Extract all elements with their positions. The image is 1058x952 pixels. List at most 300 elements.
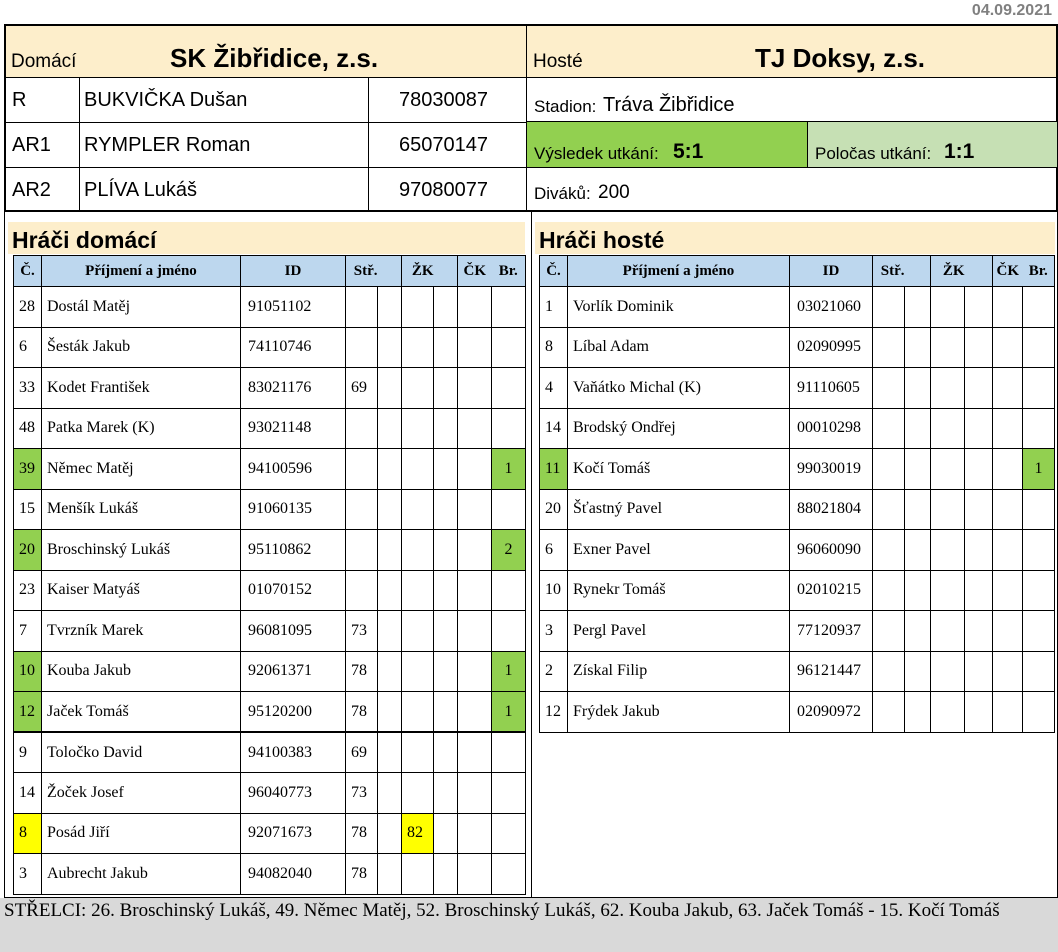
player-row bbox=[14, 651, 526, 692]
player-id: 96081095 bbox=[241, 611, 346, 652]
away-players-title: Hráči hosté bbox=[535, 222, 1055, 254]
player-id: 99030019 bbox=[790, 449, 873, 490]
yellow-card bbox=[402, 287, 434, 328]
yellow-card-extra bbox=[965, 368, 993, 409]
player-number: 20 bbox=[540, 489, 568, 530]
player-name: Šesták Jakub bbox=[42, 327, 241, 368]
official-id: 97080077 bbox=[399, 179, 488, 201]
player-number: 23 bbox=[14, 570, 42, 611]
goals bbox=[492, 368, 526, 409]
yellow-card bbox=[931, 530, 965, 571]
sub-minute bbox=[873, 651, 905, 692]
stadium-value: Tráva Žibřidice bbox=[603, 94, 735, 116]
sub-minute bbox=[346, 530, 378, 571]
yellow-card-extra bbox=[434, 368, 458, 409]
goals bbox=[492, 854, 526, 895]
red-card bbox=[993, 530, 1023, 571]
yellow-card bbox=[931, 408, 965, 449]
yellow-card-extra bbox=[434, 287, 458, 328]
player-number: 33 bbox=[14, 368, 42, 409]
player-id: 03021060 bbox=[790, 287, 873, 328]
player-id: 94100383 bbox=[241, 732, 346, 773]
sub-minute bbox=[873, 368, 905, 409]
player-id: 95110862 bbox=[241, 530, 346, 571]
sub-extra bbox=[378, 327, 402, 368]
red-card bbox=[993, 489, 1023, 530]
player-id: 91051102 bbox=[241, 287, 346, 328]
player-name: Dostál Matěj bbox=[42, 287, 241, 328]
yellow-card-extra bbox=[965, 489, 993, 530]
player-number: 6 bbox=[540, 530, 568, 571]
player-row bbox=[540, 692, 1055, 733]
yellow-card-extra bbox=[434, 692, 458, 733]
player-row bbox=[14, 368, 526, 409]
sub-minute: 69 bbox=[346, 732, 378, 773]
sub-minute: 78 bbox=[346, 692, 378, 733]
yellow-card bbox=[402, 773, 434, 814]
player-number: 9 bbox=[14, 732, 42, 773]
sub-extra bbox=[378, 732, 402, 773]
official-id: 78030087 bbox=[399, 89, 488, 111]
player-name: Patka Marek (K) bbox=[42, 408, 241, 449]
column-header bbox=[378, 256, 402, 287]
player-id: 94082040 bbox=[241, 854, 346, 895]
sub-extra bbox=[378, 408, 402, 449]
player-name: Získal Filip bbox=[568, 651, 790, 692]
table-header-row bbox=[14, 256, 526, 287]
yellow-card bbox=[931, 368, 965, 409]
player-id: 77120937 bbox=[790, 611, 873, 652]
sub-extra bbox=[378, 449, 402, 490]
red-card bbox=[458, 287, 492, 328]
yellow-card: 82 bbox=[402, 813, 434, 854]
yellow-card bbox=[402, 570, 434, 611]
player-name: Exner Pavel bbox=[568, 530, 790, 571]
red-card bbox=[458, 651, 492, 692]
red-card bbox=[458, 530, 492, 571]
yellow-card bbox=[402, 489, 434, 530]
player-number: 15 bbox=[14, 489, 42, 530]
red-card bbox=[993, 408, 1023, 449]
player-row bbox=[540, 449, 1055, 490]
player-name: Kouba Jakub bbox=[42, 651, 241, 692]
yellow-card-extra bbox=[434, 327, 458, 368]
yellow-card bbox=[402, 327, 434, 368]
player-row bbox=[14, 287, 526, 328]
sub-minute bbox=[873, 530, 905, 571]
yellow-card bbox=[402, 368, 434, 409]
sub-minute bbox=[873, 570, 905, 611]
red-card bbox=[993, 570, 1023, 611]
red-card bbox=[458, 449, 492, 490]
sub-extra bbox=[378, 651, 402, 692]
official-name: PLÍVA Lukáš bbox=[84, 179, 198, 201]
player-id: 96121447 bbox=[790, 651, 873, 692]
column-header: Stř. bbox=[873, 256, 905, 287]
player-number: 28 bbox=[14, 287, 42, 328]
player-number: 39 bbox=[14, 449, 42, 490]
goals: 1 bbox=[492, 651, 526, 692]
yellow-card-extra bbox=[965, 327, 993, 368]
sub-minute bbox=[873, 287, 905, 328]
yellow-card-extra bbox=[434, 854, 458, 895]
column-header: ID bbox=[790, 256, 873, 287]
player-row bbox=[14, 611, 526, 652]
halftime-cell bbox=[808, 122, 1057, 168]
yellow-card-extra bbox=[965, 408, 993, 449]
player-number: 10 bbox=[540, 570, 568, 611]
sub-extra bbox=[905, 408, 931, 449]
player-id: 94100596 bbox=[241, 449, 346, 490]
player-row bbox=[540, 570, 1055, 611]
official-role: AR2 bbox=[12, 179, 51, 201]
player-id: 74110746 bbox=[241, 327, 346, 368]
sub-minute bbox=[346, 449, 378, 490]
player-id: 91060135 bbox=[241, 489, 346, 530]
column-header bbox=[905, 256, 931, 287]
goals bbox=[1023, 570, 1055, 611]
sub-minute bbox=[873, 327, 905, 368]
sub-extra bbox=[378, 570, 402, 611]
player-name: Frýdek Jakub bbox=[568, 692, 790, 733]
official-role: R bbox=[12, 89, 27, 111]
yellow-card-extra bbox=[434, 813, 458, 854]
yellow-card-extra bbox=[965, 611, 993, 652]
column-header: ID bbox=[241, 256, 346, 287]
red-card bbox=[458, 327, 492, 368]
sub-minute bbox=[873, 449, 905, 490]
player-number: 8 bbox=[14, 813, 42, 854]
yellow-card bbox=[402, 732, 434, 773]
sub-extra bbox=[378, 530, 402, 571]
sub-extra bbox=[378, 692, 402, 733]
player-name: Rynekr Tomáš bbox=[568, 570, 790, 611]
table-header-row bbox=[540, 256, 1055, 287]
official-id: 65070147 bbox=[399, 134, 488, 156]
match-header bbox=[4, 24, 1058, 212]
home-label: Domácí bbox=[11, 51, 77, 72]
player-name: Broschinský Lukáš bbox=[42, 530, 241, 571]
player-row bbox=[14, 408, 526, 449]
player-name: Vorlík Dominik bbox=[568, 287, 790, 328]
player-name: Šťastný Pavel bbox=[568, 489, 790, 530]
yellow-card bbox=[931, 651, 965, 692]
red-card bbox=[458, 368, 492, 409]
player-id: 88021804 bbox=[790, 489, 873, 530]
yellow-card bbox=[402, 692, 434, 733]
goals bbox=[492, 570, 526, 611]
teams-row bbox=[6, 26, 1056, 78]
match-info bbox=[526, 78, 1056, 210]
player-name: Líbal Adam bbox=[568, 327, 790, 368]
sub-minute: 69 bbox=[346, 368, 378, 409]
attendance-label: Diváků: bbox=[534, 184, 591, 203]
player-name: Toločko David bbox=[42, 732, 241, 773]
goals: 1 bbox=[1023, 449, 1055, 490]
yellow-card bbox=[402, 854, 434, 895]
home-players-title: Hráči domácí bbox=[8, 222, 525, 254]
yellow-card bbox=[931, 489, 965, 530]
home-players-table bbox=[13, 255, 526, 895]
goals bbox=[1023, 408, 1055, 449]
match-date: 04.09.2021 bbox=[971, 2, 1052, 19]
player-number: 20 bbox=[14, 530, 42, 571]
sub-minute bbox=[346, 570, 378, 611]
official-name: BUKVIČKA Dušan bbox=[84, 89, 248, 111]
player-row bbox=[540, 327, 1055, 368]
yellow-card bbox=[402, 530, 434, 571]
yellow-card bbox=[402, 611, 434, 652]
result-label: Výsledek utkání: bbox=[534, 144, 659, 163]
yellow-card bbox=[931, 449, 965, 490]
player-number: 11 bbox=[540, 449, 568, 490]
player-number: 14 bbox=[14, 773, 42, 814]
sub-minute: 73 bbox=[346, 611, 378, 652]
yellow-card-extra bbox=[434, 732, 458, 773]
player-number: 12 bbox=[540, 692, 568, 733]
goals bbox=[1023, 530, 1055, 571]
red-card bbox=[993, 611, 1023, 652]
goals bbox=[1023, 327, 1055, 368]
player-row bbox=[14, 854, 526, 895]
yellow-card bbox=[931, 327, 965, 368]
player-name: Němec Matěj bbox=[42, 449, 241, 490]
player-name: Brodský Ondřej bbox=[568, 408, 790, 449]
yellow-card-extra bbox=[965, 651, 993, 692]
yellow-card-extra bbox=[434, 489, 458, 530]
sub-extra bbox=[378, 368, 402, 409]
player-number: 3 bbox=[540, 611, 568, 652]
away-team-name: TJ Doksy, z.s. bbox=[755, 43, 926, 73]
red-card bbox=[458, 611, 492, 652]
player-row bbox=[540, 368, 1055, 409]
yellow-card-extra bbox=[965, 692, 993, 733]
player-number: 48 bbox=[14, 408, 42, 449]
player-id: 93021148 bbox=[241, 408, 346, 449]
player-name: Žoček Josef bbox=[42, 773, 241, 814]
player-id: 02090995 bbox=[790, 327, 873, 368]
yellow-card-extra bbox=[434, 773, 458, 814]
sub-minute bbox=[873, 408, 905, 449]
yellow-card bbox=[402, 651, 434, 692]
red-card bbox=[458, 408, 492, 449]
sub-extra bbox=[378, 773, 402, 814]
player-id: 02010215 bbox=[790, 570, 873, 611]
away-label: Hosté bbox=[533, 51, 583, 72]
official-role: AR1 bbox=[12, 134, 51, 156]
player-row bbox=[14, 570, 526, 611]
player-name: Kaiser Matyáš bbox=[42, 570, 241, 611]
goals bbox=[492, 287, 526, 328]
sub-minute bbox=[873, 611, 905, 652]
goals bbox=[492, 489, 526, 530]
player-row bbox=[14, 449, 526, 490]
sub-extra bbox=[905, 651, 931, 692]
red-card bbox=[458, 692, 492, 733]
red-card bbox=[993, 651, 1023, 692]
red-card bbox=[458, 854, 492, 895]
column-header bbox=[965, 256, 993, 287]
player-number: 1 bbox=[540, 287, 568, 328]
sub-minute: 78 bbox=[346, 854, 378, 895]
yellow-card bbox=[402, 408, 434, 449]
official-row-ar1 bbox=[6, 123, 526, 168]
goals bbox=[492, 773, 526, 814]
sub-minute bbox=[346, 408, 378, 449]
goals bbox=[1023, 692, 1055, 733]
player-name: Aubrecht Jakub bbox=[42, 854, 241, 895]
player-id: 92061371 bbox=[241, 651, 346, 692]
red-card bbox=[993, 327, 1023, 368]
player-row bbox=[14, 773, 526, 814]
column-header: Č. bbox=[14, 256, 42, 287]
player-id: 01070152 bbox=[241, 570, 346, 611]
red-card bbox=[993, 449, 1023, 490]
goals bbox=[1023, 611, 1055, 652]
official-row-referee bbox=[6, 78, 526, 123]
sub-extra bbox=[905, 327, 931, 368]
player-row bbox=[14, 530, 526, 571]
player-row bbox=[14, 489, 526, 530]
yellow-card bbox=[931, 692, 965, 733]
player-number: 10 bbox=[14, 651, 42, 692]
sub-minute bbox=[873, 692, 905, 733]
player-row bbox=[14, 692, 526, 733]
goals: 1 bbox=[492, 692, 526, 733]
sub-extra bbox=[378, 489, 402, 530]
player-id: 83021176 bbox=[241, 368, 346, 409]
sub-extra bbox=[378, 854, 402, 895]
yellow-card-extra bbox=[434, 651, 458, 692]
red-card bbox=[458, 489, 492, 530]
player-name: Pergl Pavel bbox=[568, 611, 790, 652]
official-name: RYMPLER Roman bbox=[84, 134, 251, 156]
sub-extra bbox=[905, 489, 931, 530]
stadium-cell bbox=[527, 78, 1056, 122]
player-row bbox=[14, 813, 526, 854]
player-name: Tvrzník Marek bbox=[42, 611, 241, 652]
player-id: 96060090 bbox=[790, 530, 873, 571]
player-row bbox=[540, 651, 1055, 692]
column-header bbox=[434, 256, 458, 287]
column-header: Stř. bbox=[346, 256, 378, 287]
goals bbox=[492, 813, 526, 854]
red-card bbox=[993, 368, 1023, 409]
goals bbox=[1023, 651, 1055, 692]
sub-minute bbox=[346, 327, 378, 368]
goals: 2 bbox=[492, 530, 526, 571]
player-row bbox=[14, 732, 526, 773]
sub-minute bbox=[873, 489, 905, 530]
goals bbox=[492, 327, 526, 368]
yellow-card-extra bbox=[965, 449, 993, 490]
yellow-card-extra bbox=[434, 408, 458, 449]
player-number: 12 bbox=[14, 692, 42, 733]
halftime-value: 1:1 bbox=[944, 140, 975, 163]
column-header: Br. bbox=[1023, 256, 1055, 287]
sub-extra bbox=[905, 449, 931, 490]
player-id: 92071673 bbox=[241, 813, 346, 854]
yellow-card-extra bbox=[434, 449, 458, 490]
official-row-ar2 bbox=[6, 168, 526, 210]
yellow-card-extra bbox=[434, 530, 458, 571]
column-header: Příjmení a jméno bbox=[42, 256, 241, 287]
result-value: 5:1 bbox=[673, 140, 704, 163]
player-number: 4 bbox=[540, 368, 568, 409]
goals bbox=[492, 732, 526, 773]
goals: 1 bbox=[492, 449, 526, 490]
column-header: ČK bbox=[993, 256, 1023, 287]
goals bbox=[1023, 287, 1055, 328]
sub-minute: 78 bbox=[346, 651, 378, 692]
column-header: ŽK bbox=[931, 256, 965, 287]
column-header: Br. bbox=[492, 256, 526, 287]
column-header: Příjmení a jméno bbox=[568, 256, 790, 287]
players-section bbox=[4, 212, 1058, 898]
column-header: ČK bbox=[458, 256, 492, 287]
player-id: 91110605 bbox=[790, 368, 873, 409]
player-number: 3 bbox=[14, 854, 42, 895]
result-cell bbox=[527, 122, 808, 168]
attendance-value: 200 bbox=[598, 182, 630, 203]
yellow-card bbox=[931, 287, 965, 328]
sub-extra bbox=[905, 570, 931, 611]
sub-extra bbox=[905, 530, 931, 571]
goals bbox=[1023, 489, 1055, 530]
red-card bbox=[458, 813, 492, 854]
yellow-card-extra bbox=[434, 570, 458, 611]
yellow-card-extra bbox=[434, 611, 458, 652]
sub-extra bbox=[378, 813, 402, 854]
home-team-name: SK Žibřidice, z.s. bbox=[170, 43, 379, 73]
player-id: 00010298 bbox=[790, 408, 873, 449]
player-number: 6 bbox=[14, 327, 42, 368]
player-number: 8 bbox=[540, 327, 568, 368]
red-card bbox=[458, 732, 492, 773]
red-card bbox=[993, 287, 1023, 328]
away-players-table bbox=[539, 255, 1055, 733]
player-row bbox=[540, 287, 1055, 328]
player-id: 96040773 bbox=[241, 773, 346, 814]
player-row bbox=[540, 530, 1055, 571]
yellow-card-extra bbox=[965, 287, 993, 328]
red-card bbox=[458, 570, 492, 611]
player-number: 7 bbox=[14, 611, 42, 652]
player-name: Posád Jiří bbox=[42, 813, 241, 854]
yellow-card bbox=[931, 570, 965, 611]
attendance-cell bbox=[527, 168, 1056, 210]
goals bbox=[492, 408, 526, 449]
sub-minute bbox=[346, 287, 378, 328]
player-row bbox=[540, 489, 1055, 530]
player-name: Menšík Lukáš bbox=[42, 489, 241, 530]
sub-extra bbox=[905, 692, 931, 733]
sub-minute bbox=[346, 489, 378, 530]
scorers-footer: STŘELCI: 26. Broschinský Lukáš, 49. Němec Matěj, 52. Broschinský Lukáš, 62. Kouba Jakub, 63. Jaček Tomáš - 15. Kočí Tomáš bbox=[0, 898, 1058, 952]
halftime-label: Poločas utkání: bbox=[815, 144, 932, 163]
player-row bbox=[540, 408, 1055, 449]
sub-extra bbox=[905, 611, 931, 652]
player-name: Kočí Tomáš bbox=[568, 449, 790, 490]
goals bbox=[1023, 368, 1055, 409]
sub-extra bbox=[905, 368, 931, 409]
yellow-card-extra bbox=[965, 530, 993, 571]
sub-minute: 73 bbox=[346, 773, 378, 814]
sub-extra bbox=[378, 611, 402, 652]
yellow-card-extra bbox=[965, 570, 993, 611]
sub-extra bbox=[378, 287, 402, 328]
red-card bbox=[458, 773, 492, 814]
